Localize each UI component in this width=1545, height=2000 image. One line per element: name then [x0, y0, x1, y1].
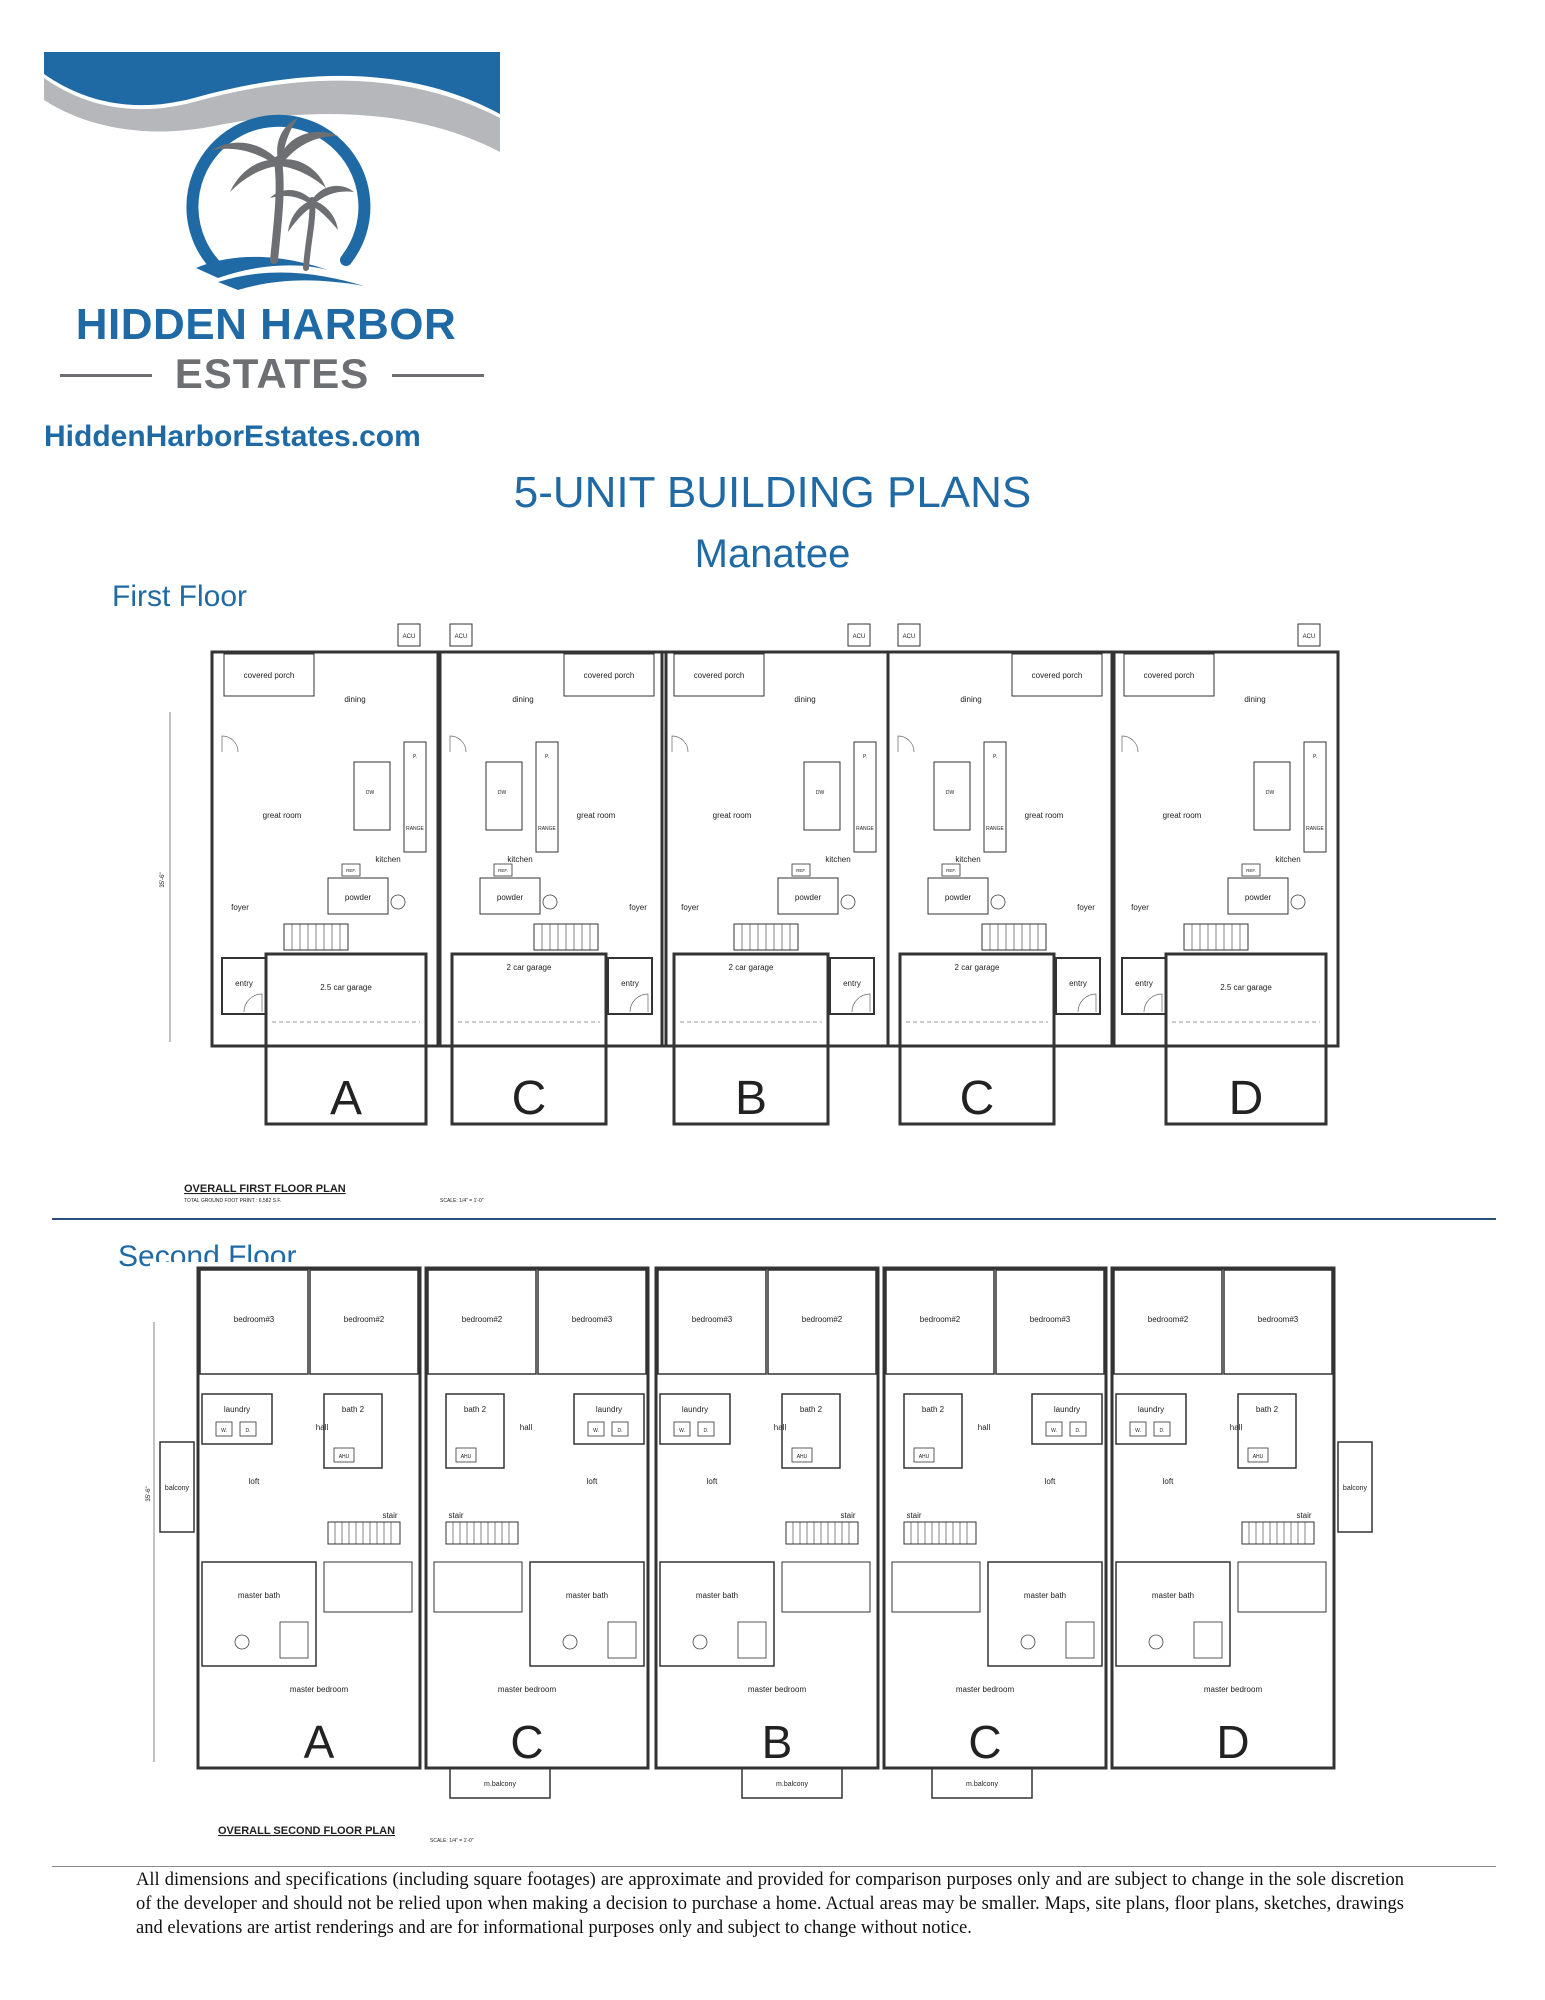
- hall-label: hall: [315, 1423, 329, 1432]
- bedroom-left-label: bedroom#2: [1147, 1315, 1189, 1324]
- plan-title: OVERALL FIRST FLOOR PLAN: [184, 1183, 346, 1195]
- footer-divider: [52, 1866, 1496, 1867]
- door-swing: [630, 994, 648, 1012]
- first-floor-plan: [150, 612, 1400, 1208]
- powder-label: powder: [344, 893, 372, 902]
- covered-porch-label: covered porch: [1143, 671, 1195, 680]
- dryer-label: D.: [245, 1428, 251, 1434]
- range-label: RANGE: [406, 826, 424, 832]
- great-room-label: great room: [262, 811, 302, 820]
- entry-label: entry: [621, 979, 639, 988]
- hall-label: hall: [519, 1423, 533, 1432]
- foyer-label: foyer: [1077, 903, 1095, 912]
- master-bath: [988, 1562, 1102, 1666]
- bath-2-label: bath 2: [1255, 1405, 1279, 1414]
- walk-in-closet: [892, 1562, 980, 1612]
- stair-label: stair: [840, 1511, 856, 1520]
- foyer-label: foyer: [231, 903, 249, 912]
- loft-label: loft: [248, 1477, 260, 1486]
- laundry-label: laundry: [595, 1405, 623, 1414]
- unit-letter: D: [1228, 1072, 1264, 1125]
- powder-label: powder: [496, 893, 524, 902]
- unit-letter: A: [329, 1072, 363, 1125]
- shower: [1066, 1622, 1094, 1658]
- unit-letter: C: [968, 1716, 1002, 1768]
- plan-scale: SCALE: 1/4" = 1'-0": [430, 1838, 474, 1844]
- dryer-label: D.: [703, 1428, 709, 1434]
- kitchen-label: kitchen: [955, 855, 981, 864]
- powder-label: powder: [1244, 893, 1272, 902]
- entry-label: entry: [1135, 979, 1153, 988]
- laundry-label: laundry: [1137, 1405, 1165, 1414]
- covered-porch-label: covered porch: [243, 671, 295, 680]
- ac-label: ACU: [402, 634, 416, 640]
- range-label: RANGE: [986, 826, 1004, 832]
- ac-label: ACU: [1302, 634, 1316, 640]
- bedroom-left-label: bedroom#2: [919, 1315, 961, 1324]
- laundry: [1032, 1394, 1102, 1444]
- ac-label: ACU: [852, 634, 866, 640]
- unit-letter: C: [511, 1072, 547, 1125]
- stair: [1242, 1522, 1314, 1544]
- stair-label: stair: [382, 1511, 398, 1520]
- laundry: [660, 1394, 730, 1444]
- washer-label: W.: [221, 1428, 227, 1434]
- air-handler-label: AHU: [1252, 1454, 1264, 1460]
- entry-label: entry: [843, 979, 861, 988]
- ac-label: ACU: [902, 634, 916, 640]
- covered-porch-label: covered porch: [693, 671, 745, 680]
- brand-subname: [60, 350, 484, 400]
- door-swing: [222, 736, 238, 752]
- refrigerator-label: REF.: [1246, 868, 1256, 873]
- shower: [1194, 1622, 1222, 1658]
- dishwasher-label: DW: [365, 790, 375, 796]
- bath-2-label: bath 2: [463, 1405, 487, 1414]
- washer-label: W.: [1135, 1428, 1141, 1434]
- unit-letter: C: [510, 1716, 544, 1768]
- laundry-label: laundry: [1053, 1405, 1081, 1414]
- door-swing: [1078, 994, 1096, 1012]
- brand-subname-text: ESTATES: [174, 350, 370, 397]
- bath-2-label: bath 2: [921, 1405, 945, 1414]
- walk-in-closet: [1238, 1562, 1326, 1612]
- plan-footprint: TOTAL GROUND FOOT PRINT : 6,582 S.F.: [184, 1198, 282, 1204]
- master-bedroom-label: master bedroom: [955, 1685, 1015, 1694]
- refrigerator-label: REF.: [498, 868, 508, 873]
- washer-label: W.: [1051, 1428, 1057, 1434]
- kitchen-island: [804, 762, 840, 830]
- dishwasher-label: DW: [945, 790, 955, 796]
- stair-label: stair: [448, 1511, 464, 1520]
- dishwasher-label: DW: [1265, 790, 1275, 796]
- unit-letter: A: [303, 1716, 335, 1768]
- laundry: [1116, 1394, 1186, 1444]
- bedroom-right-label: bedroom#3: [571, 1315, 613, 1324]
- loft-label: loft: [586, 1477, 598, 1486]
- air-handler-label: AHU: [918, 1454, 930, 1460]
- bath-2-label: bath 2: [341, 1405, 365, 1414]
- stair: [446, 1522, 518, 1544]
- brand-name: HIDDEN HARBOR: [75, 300, 457, 349]
- door-swing: [450, 736, 466, 752]
- dryer-label: D.: [1159, 1428, 1165, 1434]
- shower: [280, 1622, 308, 1658]
- toilet-icon: [991, 895, 1005, 909]
- master-bedroom-label: master bedroom: [1203, 1685, 1263, 1694]
- hall-label: hall: [773, 1423, 787, 1432]
- kitchen-label: kitchen: [825, 855, 851, 864]
- entry-label: entry: [235, 979, 253, 988]
- toilet-icon: [1291, 895, 1305, 909]
- toilet-icon: [391, 895, 405, 909]
- loft-label: loft: [1044, 1477, 1056, 1486]
- air-handler-label: AHU: [338, 1454, 350, 1460]
- plan-title: OVERALL SECOND FLOOR PLAN: [218, 1825, 396, 1837]
- stair-label: stair: [906, 1511, 922, 1520]
- garage-label: 2.5 car garage: [1220, 983, 1272, 992]
- master-bath-label: master bath: [1151, 1591, 1195, 1600]
- toilet-icon: [563, 1635, 577, 1649]
- disclaimer-text: All dimensions and specifications (including square footages) are approximate and provided for comparison purposes only and are subject to change in the sole discretion of the developer and should not be relied upon when making a decision to purchase a home. Actual areas may be smaller. Maps, site plans, floor plans, sketches, drawings and elevations are artist renderings and are for informational purposes only and subject to change without notice.: [136, 1870, 1404, 1938]
- door-swing: [244, 994, 262, 1012]
- toilet-icon: [543, 895, 557, 909]
- master-bath: [530, 1562, 644, 1666]
- range-label: RANGE: [856, 826, 874, 832]
- dryer-label: D.: [617, 1428, 623, 1434]
- page-subtitle: Manatee: [694, 532, 851, 576]
- powder-label: powder: [944, 893, 972, 902]
- laundry-label: laundry: [223, 1405, 251, 1414]
- walk-in-closet: [324, 1562, 412, 1612]
- door-swing: [672, 736, 688, 752]
- range-label: RANGE: [538, 826, 556, 832]
- master-bedroom-label: master bedroom: [747, 1685, 807, 1694]
- great-room-label: great room: [712, 811, 752, 820]
- garage-label: 2 car garage: [506, 963, 552, 972]
- toilet-icon: [841, 895, 855, 909]
- master-bedroom-label: master bedroom: [289, 1685, 349, 1694]
- air-handler-label: AHU: [460, 1454, 472, 1460]
- kitchen-label: kitchen: [1275, 855, 1301, 864]
- walk-in-closet: [434, 1562, 522, 1612]
- loft-label: loft: [706, 1477, 718, 1486]
- dishwasher-label: DW: [815, 790, 825, 796]
- kitchen-label: kitchen: [507, 855, 533, 864]
- loft-label: loft: [1162, 1477, 1174, 1486]
- second-floor-plan: [146, 1262, 1400, 1848]
- master-bath-label: master bath: [565, 1591, 609, 1600]
- unit-letter: B: [761, 1716, 793, 1768]
- stair: [786, 1522, 858, 1544]
- master-bedroom-label: master bedroom: [497, 1685, 557, 1694]
- website-link[interactable]: HiddenHarborEstates.com: [44, 420, 421, 453]
- page-title: 5-UNIT BUILDING PLANS: [513, 468, 1032, 517]
- pantry-label: P.: [862, 754, 868, 760]
- first-floor-label: First Floor: [112, 580, 247, 613]
- palm-trees-circle-logo-icon: [178, 100, 378, 300]
- laundry-label: laundry: [681, 1405, 709, 1414]
- great-room-label: great room: [1024, 811, 1064, 820]
- pantry-label: P.: [1312, 754, 1318, 760]
- washer-label: W.: [593, 1428, 599, 1434]
- toilet-icon: [1021, 1635, 1035, 1649]
- balcony-left-label: balcony: [164, 1485, 190, 1492]
- dishwasher-label: DW: [497, 790, 507, 796]
- unit-letter: D: [1216, 1716, 1250, 1768]
- bedroom-left-label: bedroom#2: [461, 1315, 503, 1324]
- second-floor-label: Second Floor: [118, 1240, 297, 1273]
- unit-letter: B: [734, 1072, 768, 1125]
- dimension-label: 35'-6": [146, 1486, 152, 1502]
- bedroom-right-label: bedroom#3: [1029, 1315, 1071, 1324]
- covered-porch-label: covered porch: [1031, 671, 1083, 680]
- great-room-label: great room: [576, 811, 616, 820]
- door-swing: [1122, 736, 1138, 752]
- refrigerator-label: REF.: [946, 868, 956, 873]
- dining-label: dining: [512, 695, 534, 704]
- door-swing: [1144, 994, 1162, 1012]
- foyer-label: foyer: [681, 903, 699, 912]
- dimension-label: 35'-6": [160, 872, 166, 888]
- pantry-label: P.: [544, 754, 550, 760]
- section-divider: [52, 1218, 1496, 1220]
- pantry-label: P.: [992, 754, 998, 760]
- bedroom-right-label: bedroom#2: [343, 1315, 385, 1324]
- ac-label: ACU: [454, 634, 468, 640]
- brand-rule-right: [392, 374, 484, 377]
- washer-label: W.: [679, 1428, 685, 1434]
- bedroom-right-label: bedroom#2: [801, 1315, 843, 1324]
- door-swing: [898, 736, 914, 752]
- bath-2-label: bath 2: [799, 1405, 823, 1414]
- master-bath: [1116, 1562, 1230, 1666]
- stair: [904, 1522, 976, 1544]
- garage-label: 2 car garage: [954, 963, 1000, 972]
- foyer-label: foyer: [1131, 903, 1149, 912]
- covered-porch-label: covered porch: [583, 671, 635, 680]
- master-bath: [202, 1562, 316, 1666]
- foyer-label: foyer: [629, 903, 647, 912]
- refrigerator-label: REF.: [346, 868, 356, 873]
- hall-label: hall: [1229, 1423, 1243, 1432]
- master-bath-label: master bath: [1023, 1591, 1067, 1600]
- hall-label: hall: [977, 1423, 991, 1432]
- toilet-icon: [693, 1635, 707, 1649]
- range-label: RANGE: [1306, 826, 1324, 832]
- m-balcony-label: m.balcony: [966, 1781, 998, 1788]
- door-swing: [852, 994, 870, 1012]
- entry-label: entry: [1069, 979, 1087, 988]
- garage-label: 2.5 car garage: [320, 983, 372, 992]
- toilet-icon: [235, 1635, 249, 1649]
- kitchen-island: [1254, 762, 1290, 830]
- kitchen-label: kitchen: [375, 855, 401, 864]
- dryer-label: D.: [1075, 1428, 1081, 1434]
- walk-in-closet: [782, 1562, 870, 1612]
- dining-label: dining: [960, 695, 982, 704]
- master-bath-label: master bath: [237, 1591, 281, 1600]
- master-bath-label: master bath: [695, 1591, 739, 1600]
- kitchen-island: [934, 762, 970, 830]
- laundry: [202, 1394, 272, 1444]
- bedroom-left-label: bedroom#3: [233, 1315, 275, 1324]
- master-bath: [660, 1562, 774, 1666]
- dining-label: dining: [1244, 695, 1266, 704]
- refrigerator-label: REF.: [796, 868, 806, 873]
- balcony-right-label: balcony: [1342, 1485, 1368, 1492]
- m-balcony-label: m.balcony: [484, 1781, 516, 1788]
- powder-label: powder: [794, 893, 822, 902]
- great-room-label: great room: [1162, 811, 1202, 820]
- plan-scale: SCALE: 1/4" = 1'-0": [440, 1198, 484, 1204]
- toilet-icon: [1149, 1635, 1163, 1649]
- bedroom-right-label: bedroom#3: [1257, 1315, 1299, 1324]
- unit-letter: C: [959, 1072, 995, 1125]
- stair-label: stair: [1296, 1511, 1312, 1520]
- dining-label: dining: [344, 695, 366, 704]
- bedroom-left-label: bedroom#3: [691, 1315, 733, 1324]
- pantry-label: P.: [412, 754, 418, 760]
- air-handler-label: AHU: [796, 1454, 808, 1460]
- garage-label: 2 car garage: [728, 963, 774, 972]
- shower: [738, 1622, 766, 1658]
- m-balcony-label: m.balcony: [776, 1781, 808, 1788]
- dining-label: dining: [794, 695, 816, 704]
- shower: [608, 1622, 636, 1658]
- stair: [328, 1522, 400, 1544]
- kitchen-island: [486, 762, 522, 830]
- kitchen-island: [354, 762, 390, 830]
- laundry: [574, 1394, 644, 1444]
